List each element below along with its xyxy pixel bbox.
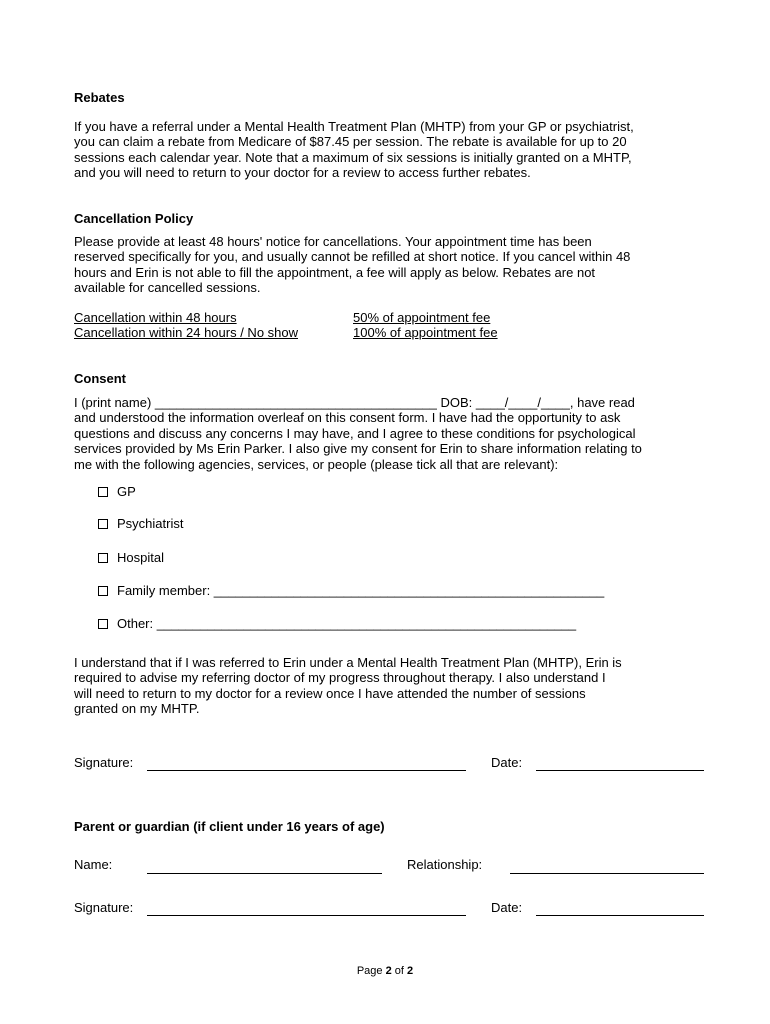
- guardian-name-label: Name:: [74, 857, 113, 872]
- date-line[interactable]: [536, 770, 704, 771]
- checkbox-gp[interactable]: [98, 487, 108, 497]
- guardian-date-line[interactable]: [536, 915, 704, 916]
- cancellation-line: hours and Erin is not able to fill the appointment, a fee will apply as below. Rebates are not: [74, 264, 596, 280]
- fee-condition-48h: Cancellation within 48 hours: [74, 310, 237, 325]
- rebates-line: sessions each calendar year. Note that a maximum of six sessions is initially granted on a MHTP,: [74, 149, 632, 165]
- understanding-line: required to advise my referring doctor of my progress throughout therapy. I also understand I: [74, 670, 606, 686]
- guardian-relationship-label: Relationship:: [407, 857, 483, 872]
- consent-line: me with the following agencies, services, or people (please tick all that are relevant):: [74, 456, 559, 472]
- checkbox-psychiatrist[interactable]: [98, 519, 108, 529]
- consent-line: I (print name) _______________________________________ DOB: ____/____/____, have read: [74, 395, 635, 410]
- option-label: Family member: ______________________________________________________: [117, 583, 605, 598]
- option-family-member[interactable]: [98, 583, 604, 598]
- guardian-relationship-line[interactable]: [510, 873, 704, 874]
- consent-line: questions and discuss any concerns I may have, and I agree to these conditions for psychological: [74, 425, 636, 441]
- guardian-signature-label: Signature:: [74, 900, 134, 915]
- page-prefix: Page: [356, 965, 386, 977]
- option-psychiatrist[interactable]: [98, 516, 183, 531]
- cancellation-heading: Cancellation Policy: [74, 211, 194, 226]
- signature-label: Signature:: [74, 755, 134, 770]
- consent-paragraph: [74, 395, 714, 472]
- option-gp[interactable]: [98, 484, 136, 499]
- rebates-line: you can claim a rebate from Medicare of $87.45 per session. The rebate is available for up to 20: [74, 134, 627, 150]
- understanding-line: I understand that if I was referred to Erin under a Mental Health Treatment Plan (MHTP), Erin is: [74, 655, 622, 670]
- option-other[interactable]: [98, 616, 576, 631]
- rebates-line: If you have a referral under a Mental Health Treatment Plan (MHTP) from your GP or psychiatrist,: [74, 119, 634, 134]
- option-hospital[interactable]: [98, 550, 164, 565]
- understanding-paragraph: [74, 655, 704, 717]
- consent-heading: Consent: [74, 371, 126, 386]
- option-label: Hospital: [117, 550, 164, 565]
- understanding-line: will need to return to my doctor for a review once I have attended the number of sessions: [74, 685, 586, 701]
- date-label: Date:: [491, 755, 523, 770]
- checkbox-family-member[interactable]: [98, 586, 108, 596]
- page-total: 2: [407, 965, 414, 977]
- guardian-name-line[interactable]: [147, 873, 382, 874]
- cancellation-line: available for cancelled sessions.: [74, 280, 261, 296]
- option-label: Psychiatrist: [117, 516, 184, 531]
- fee-amount-48h: 50% of appointment fee: [353, 310, 491, 325]
- page-of: of: [391, 965, 408, 977]
- consent-line: and understood the information overleaf on this consent form. I have had the opportunity to ask: [74, 410, 621, 426]
- option-label: Other: __________________________________________________________: [117, 616, 577, 631]
- rebates-heading: Rebates: [74, 90, 125, 105]
- option-label: GP: [117, 484, 136, 499]
- cancellation-line: Please provide at least 48 hours' notice for cancellations. Your appointment time has been: [74, 234, 592, 249]
- rebates-paragraph: [74, 119, 704, 181]
- guardian-signature-line[interactable]: [147, 915, 466, 916]
- understanding-line: granted on my MHTP.: [74, 701, 200, 717]
- guardian-heading: Parent or guardian (if client under 16 years of age): [74, 819, 385, 834]
- page-number: [0, 964, 770, 979]
- fee-condition-24h: Cancellation within 24 hours / No show: [74, 325, 299, 340]
- checkbox-hospital[interactable]: [98, 553, 108, 563]
- consent-line: services provided by Ms Erin Parker. I also give my consent for Erin to share information relating to: [74, 441, 642, 457]
- fee-amount-24h: 100% of appointment fee: [353, 325, 498, 340]
- cancellation-line: reserved specifically for you, and usually cannot be refilled at short notice. If you cancel within 48: [74, 249, 631, 265]
- guardian-date-label: Date:: [491, 900, 523, 915]
- cancellation-paragraph: [74, 234, 704, 296]
- page-current: 2: [385, 965, 392, 977]
- rebates-line: and you will need to return to your doctor for a review to access further rebates.: [74, 165, 531, 181]
- checkbox-other[interactable]: [98, 619, 108, 629]
- signature-line[interactable]: [147, 770, 466, 771]
